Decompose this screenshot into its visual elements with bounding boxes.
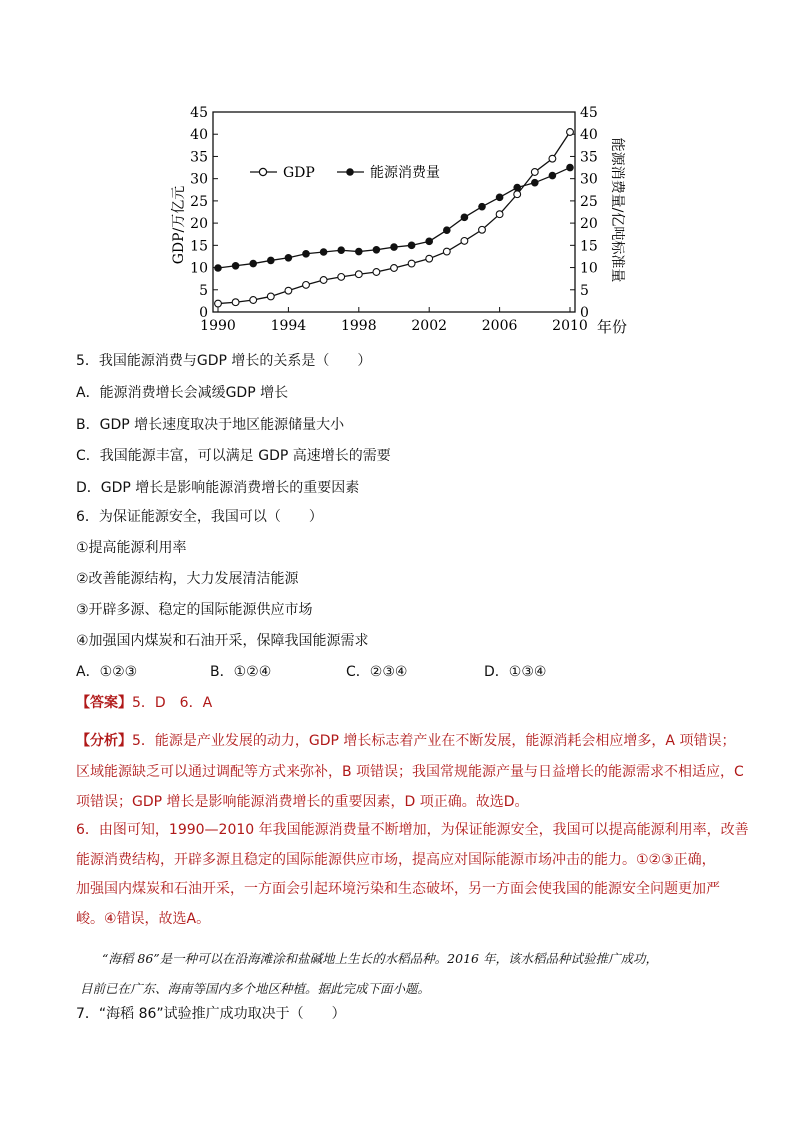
- series-gdp-point: [355, 271, 362, 278]
- question-7: [76, 1005, 766, 1023]
- series-energy-point: [320, 248, 328, 256]
- q6-stem: 6．为保证能源安全，我国可以（ ）: [76, 509, 323, 525]
- series-gdp-point: [391, 265, 398, 272]
- analysis-6-line-2: 能源消费结构，开辟多源且稳定的国际能源供应市场，提高应对国际能源市场冲击的能力。①②③正确，: [76, 851, 716, 868]
- right-y-tick-label: 10: [580, 260, 598, 277]
- series-gdp-point: [338, 273, 345, 280]
- series-energy-point: [302, 250, 310, 258]
- series-energy-point: [566, 164, 574, 172]
- left-y-tick-label: 10: [190, 260, 208, 277]
- series-energy-point: [390, 243, 398, 251]
- analysis-label: 【分析】: [76, 733, 132, 749]
- reading-passage: [76, 944, 766, 1004]
- x-tick-label: 2002: [411, 318, 448, 334]
- q6-option-a: A．①②③: [76, 664, 138, 680]
- analysis-5: [76, 726, 766, 818]
- x-tick-label: 1990: [200, 318, 236, 334]
- series-gdp-point: [232, 299, 239, 306]
- q6-options-row: [76, 663, 766, 681]
- series-energy-point: [285, 254, 293, 262]
- series-energy-point: [267, 257, 275, 265]
- chart-legend: [250, 164, 440, 181]
- analysis-5-line-1: 【分析】5．能源是产业发展的动力，GDP 增长标志着产业在不断发展，能源消耗会相应增多，A 项错误；: [76, 733, 736, 749]
- answer-label: 【答案】: [76, 695, 132, 711]
- series-gdp-point: [443, 248, 450, 255]
- q7-stem: 7．“海稻 86”试验推广成功取决于（ ）: [76, 1006, 346, 1022]
- legend-gdp-label: GDP: [283, 165, 315, 181]
- series-gdp-line: [218, 132, 570, 304]
- series-gdp-point: [215, 300, 222, 307]
- passage-line-2: 目前已在广东、海南等国内多个地区种植。据此完成下面小题。: [80, 981, 431, 996]
- question-6: [76, 508, 766, 681]
- series-gdp-point: [461, 237, 468, 244]
- left-y-tick-label: 45: [190, 105, 208, 121]
- x-tick-label: 2010: [552, 318, 588, 334]
- analysis-5-line-3: 项错误；GDP 增长是影响能源消费增长的重要因素，D 项正确。故选D。: [76, 794, 529, 810]
- series-energy-point: [408, 242, 416, 250]
- x-tick-label: 1998: [340, 318, 377, 334]
- q6-item-2: ②改善能源结构，大力发展清洁能源: [76, 571, 299, 587]
- series-gdp-point: [531, 169, 538, 176]
- q6-item-4: ④加强国内煤炭和石油开采，保障我国能源需求: [76, 633, 369, 649]
- series-gdp-point: [373, 269, 380, 276]
- answer-text: 5．D 6．A: [132, 695, 213, 711]
- series-gdp-point: [426, 255, 433, 262]
- series-energy-point: [249, 260, 257, 268]
- series-energy-point: [478, 203, 486, 211]
- series-gdp-point: [567, 129, 574, 136]
- x-axis-ticks: [200, 307, 588, 334]
- series-gdp-point: [267, 293, 274, 300]
- q5-stem: 5．我国能源消费与GDP 增长的关系是（ ）: [76, 353, 372, 369]
- analysis-6-line-4: 峻。④错误，故选A。: [76, 910, 211, 927]
- right-y-tick-label: 30: [580, 171, 598, 188]
- right-y-tick-label: 45: [580, 105, 598, 121]
- left-y-tick-label: 25: [190, 193, 208, 210]
- left-y-tick-label: 20: [190, 216, 208, 233]
- legend-gdp-marker: [259, 168, 266, 175]
- y-axis-label-right: 能源消费量/亿吨标准量: [609, 137, 625, 283]
- left-y-tick-label: 0: [199, 305, 208, 321]
- q6-option-c: C．②③④: [346, 664, 408, 680]
- y-axis-label-left: GDP/万亿元: [171, 185, 187, 265]
- analysis-5-line-2: 区域能源缺乏可以通过调配等方式来弥补，B 项错误；我国常规能源产量与日益增长的能源需求不相适应，C: [76, 763, 744, 780]
- series-energy-point: [373, 246, 381, 254]
- right-y-axis-ticks: [570, 105, 598, 321]
- series-energy-point: [549, 172, 557, 180]
- chart-axes: [213, 112, 575, 312]
- left-y-tick-label: 5: [199, 282, 208, 299]
- series-energy-point: [337, 246, 345, 254]
- analysis-6-line-3: 加强国内煤炭和石油开采，一方面会引起环境污染和生态破坏，另一方面会使我国的能源安全问题更加严: [76, 881, 720, 897]
- x-tick-label: 2006: [481, 318, 518, 334]
- series-gdp-point: [496, 211, 503, 218]
- q6-option-b: B．①②④: [210, 664, 272, 680]
- x-tick-label: 1994: [270, 318, 307, 334]
- analysis-6-line-1: 6．由图可知，1990—2010 年我国能源消费量不断增加，为保证能源安全，我国可以提高能源利用率，改善: [76, 822, 749, 838]
- left-y-axis-ticks: [190, 105, 218, 321]
- series-energy-point: [214, 264, 222, 272]
- q5-option-b: B．GDP 增长速度取决于地区能源储量大小: [76, 417, 345, 433]
- right-y-tick-label: 25: [580, 193, 598, 210]
- right-y-tick-label: 35: [580, 149, 598, 166]
- series-gdp-point: [320, 277, 327, 284]
- q5-option-c: C．我国能源丰富，可以满足 GDP 高速增长的需要: [76, 448, 391, 464]
- right-y-tick-label: 40: [580, 127, 598, 144]
- q6-item-1: ①提高能源利用率: [76, 540, 187, 556]
- left-y-tick-label: 30: [190, 171, 208, 188]
- series-gdp-point: [479, 226, 486, 233]
- series-energy-point: [425, 238, 433, 246]
- series-gdp-point: [285, 287, 292, 294]
- left-y-tick-label: 40: [190, 127, 208, 144]
- analysis-6: [76, 816, 766, 934]
- answer-line: [76, 694, 766, 712]
- series-energy-point: [461, 214, 469, 222]
- series-gdp-point: [408, 260, 415, 267]
- right-y-tick-label: 0: [580, 305, 589, 321]
- q6-option-d: D．①③④: [484, 664, 547, 680]
- left-y-tick-label: 15: [190, 238, 208, 255]
- series-energy-point: [355, 248, 363, 256]
- series-gdp-point: [250, 297, 257, 304]
- right-y-tick-label: 20: [580, 216, 598, 233]
- question-5: [76, 352, 766, 497]
- x-axis-suffix-label: 年份: [597, 318, 628, 336]
- series-energy-point: [443, 226, 451, 234]
- series-energy-point: [531, 179, 539, 187]
- q6-item-3: ③开辟多源、稳定的国际能源供应市场: [76, 602, 313, 618]
- q5-option-a: A．能源消费增长会减缓GDP 增长: [76, 385, 289, 401]
- passage-line-1: “海稻 86”是一种可以在沿海滩涂和盐碱地上生长的水稻品种。2016 年，该水稻品种试验推广成功，: [102, 951, 658, 966]
- series-layer: [214, 129, 574, 307]
- gdp-energy-line-chart: [165, 100, 635, 340]
- series-gdp-point: [514, 191, 521, 198]
- right-y-tick-label: 5: [580, 282, 589, 299]
- series-gdp-point: [303, 281, 310, 288]
- q5-option-d: D．GDP 增长是影响能源消费增长的重要因素: [76, 480, 360, 496]
- left-y-tick-label: 35: [190, 149, 208, 166]
- legend-energy-marker: [346, 168, 354, 176]
- series-gdp: [215, 129, 574, 307]
- series-energy-point: [513, 184, 521, 192]
- legend-energy-label: 能源消费量: [370, 165, 440, 181]
- series-energy-line: [218, 168, 570, 268]
- series-energy-point: [496, 194, 504, 202]
- plot-frame: [213, 112, 575, 312]
- series-gdp-point: [549, 155, 556, 162]
- right-y-tick-label: 15: [580, 238, 598, 255]
- series-energy-point: [232, 262, 240, 270]
